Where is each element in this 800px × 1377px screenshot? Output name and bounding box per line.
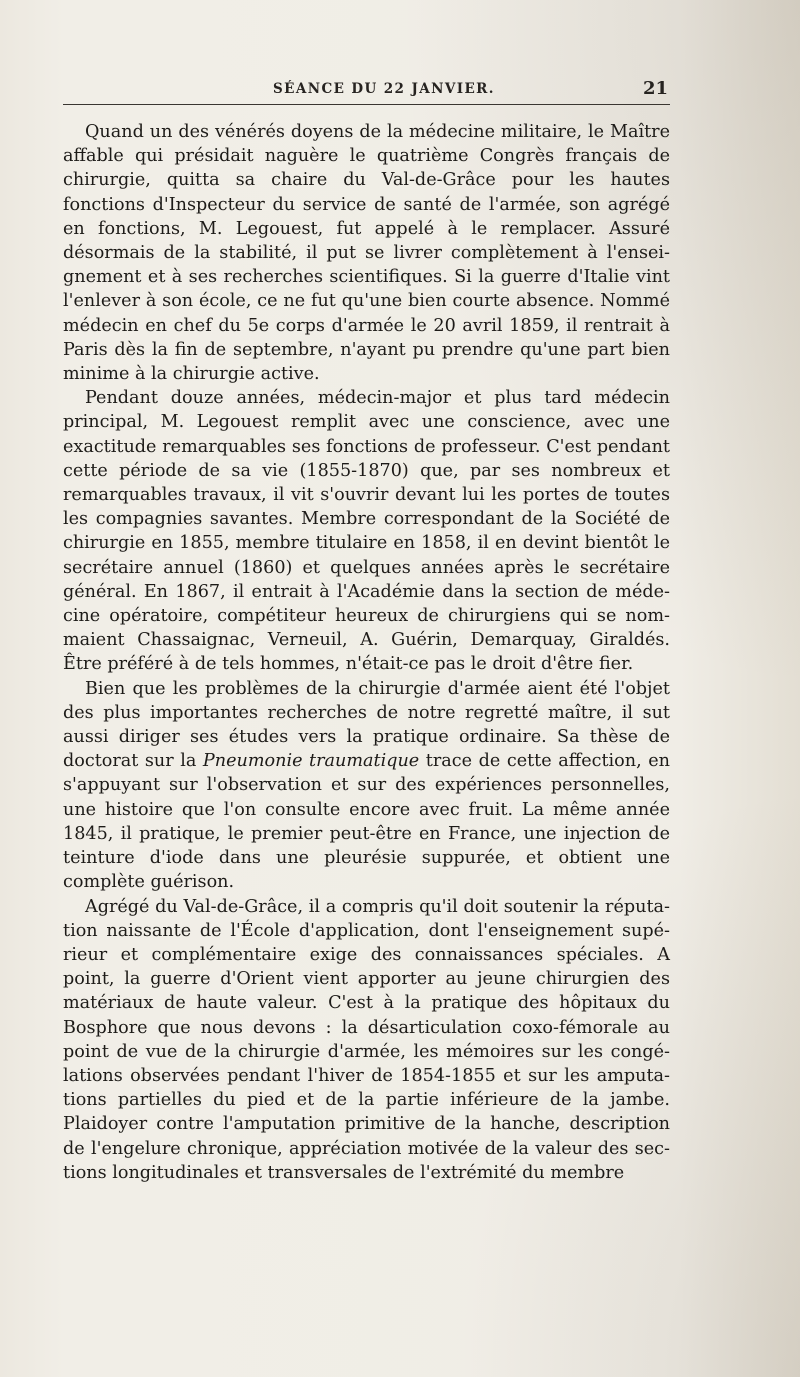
paragraph-3 [63, 677, 670, 895]
paragraph-2: Pendant douze années, médecin-major et plus tard médecin principal, M. Legouest remplit avec une conscience, avec une exactitude remarquables ses fonctions de professeur. C'est pendant cette période de sa vie (1855-1870) que, par ses nombreux et remarquables travaux, il vit s'ouvrir devant lui les portes de toutes les compagnies savantes. Membre correspondant de la Société de chirurgie en 1855, membre titulaire en 1858, il en devint bientôt le secrétaire annuel (1860) et quelques années après le secrétaire général. En 1867, il entrait à l'Académie dans la section de médecine opératoire, compétiteur heureux de chirurgiens qui se nommaient Chassaignac, Verneuil, A. Guérin, Demarquay, Giraldés. Être préféré à de tels hommes, n'était-ce pas le droit d'être fier. [63, 388, 670, 675]
paragraph-3-part-1: Bien que les problèmes de la chirurgie d'armée aient été l'objet des plus importantes recherches de notre regretté maître, il sut aussi diriger ses études vers la pratique ordinaire. Sa thèse de doctorat sur la [63, 678, 670, 772]
paragraph-3-part-2: trace de cette affection, en s'appuyant sur l'observation et sur des expériences personnelles, une histoire que l'on consulte encore avec fruit. La même année 1845, il pratique, le premier peut-être en France, une injection de teinture d'iode dans une pleurésie suppurée, et obtient une complète guérison. [63, 751, 670, 893]
body-text [63, 120, 670, 1185]
paragraph-4: Agrégé du Val-de-Grâce, il a compris qu'il doit soutenir la réputation naissante de l'École d'application, dont l'enseignement supérieur et complémentaire exige des connaissances spéciales. A point, la guerre d'Orient vient apporter au jeune chirurgien des matériaux de haute valeur. C'est à la pratique des hôpitaux du Bosphore que nous devons : la désarticulation coxo-fémorale au point de vue de la chirurgie d'armée, les mémoires sur les congélations observées pendant l'hiver de 1854-1855 et sur les amputations partielles du pied et de la partie inférieure de la jambe. Plaidoyer contre l'amputation primitive de la hanche, description de l'engelure chronique, appréciation motivée de la valeur des sections longitudinales et transversales de l'extrémité du membre [63, 896, 670, 1183]
header-rule [63, 104, 670, 105]
page-header [63, 78, 670, 102]
paragraph-1: Quand un des vénérés doyens de la médecine militaire, le Maître affable qui présidait naguère le quatrième Congrès français de chirurgie, quitta sa chaire du Val-de-Grâce pour les hautes fonctions d'Inspecteur du service de santé de l'armée, son agrégé en fonctions, M. Legouest, fut appelé à le remplacer. Assuré désormais de la stabilité, il put se livrer complètement à l'enseignement et à ses recherches scientifiques. Si la guerre d'Italie vint l'enlever à son école, ce ne fut qu'une bien courte absence. Nommé médecin en chef du 5e corps d'armée le 20 avril 1859, il rentrait à Paris dès la fin de septembre, n'ayant pu prendre qu'une part bien minime à la chirurgie active. [63, 122, 670, 385]
page-number: 21 [642, 78, 668, 99]
running-title: SÉANCE DU 22 JANVIER. [273, 81, 495, 97]
thesis-title: Pneumonie traumatique [202, 751, 420, 772]
